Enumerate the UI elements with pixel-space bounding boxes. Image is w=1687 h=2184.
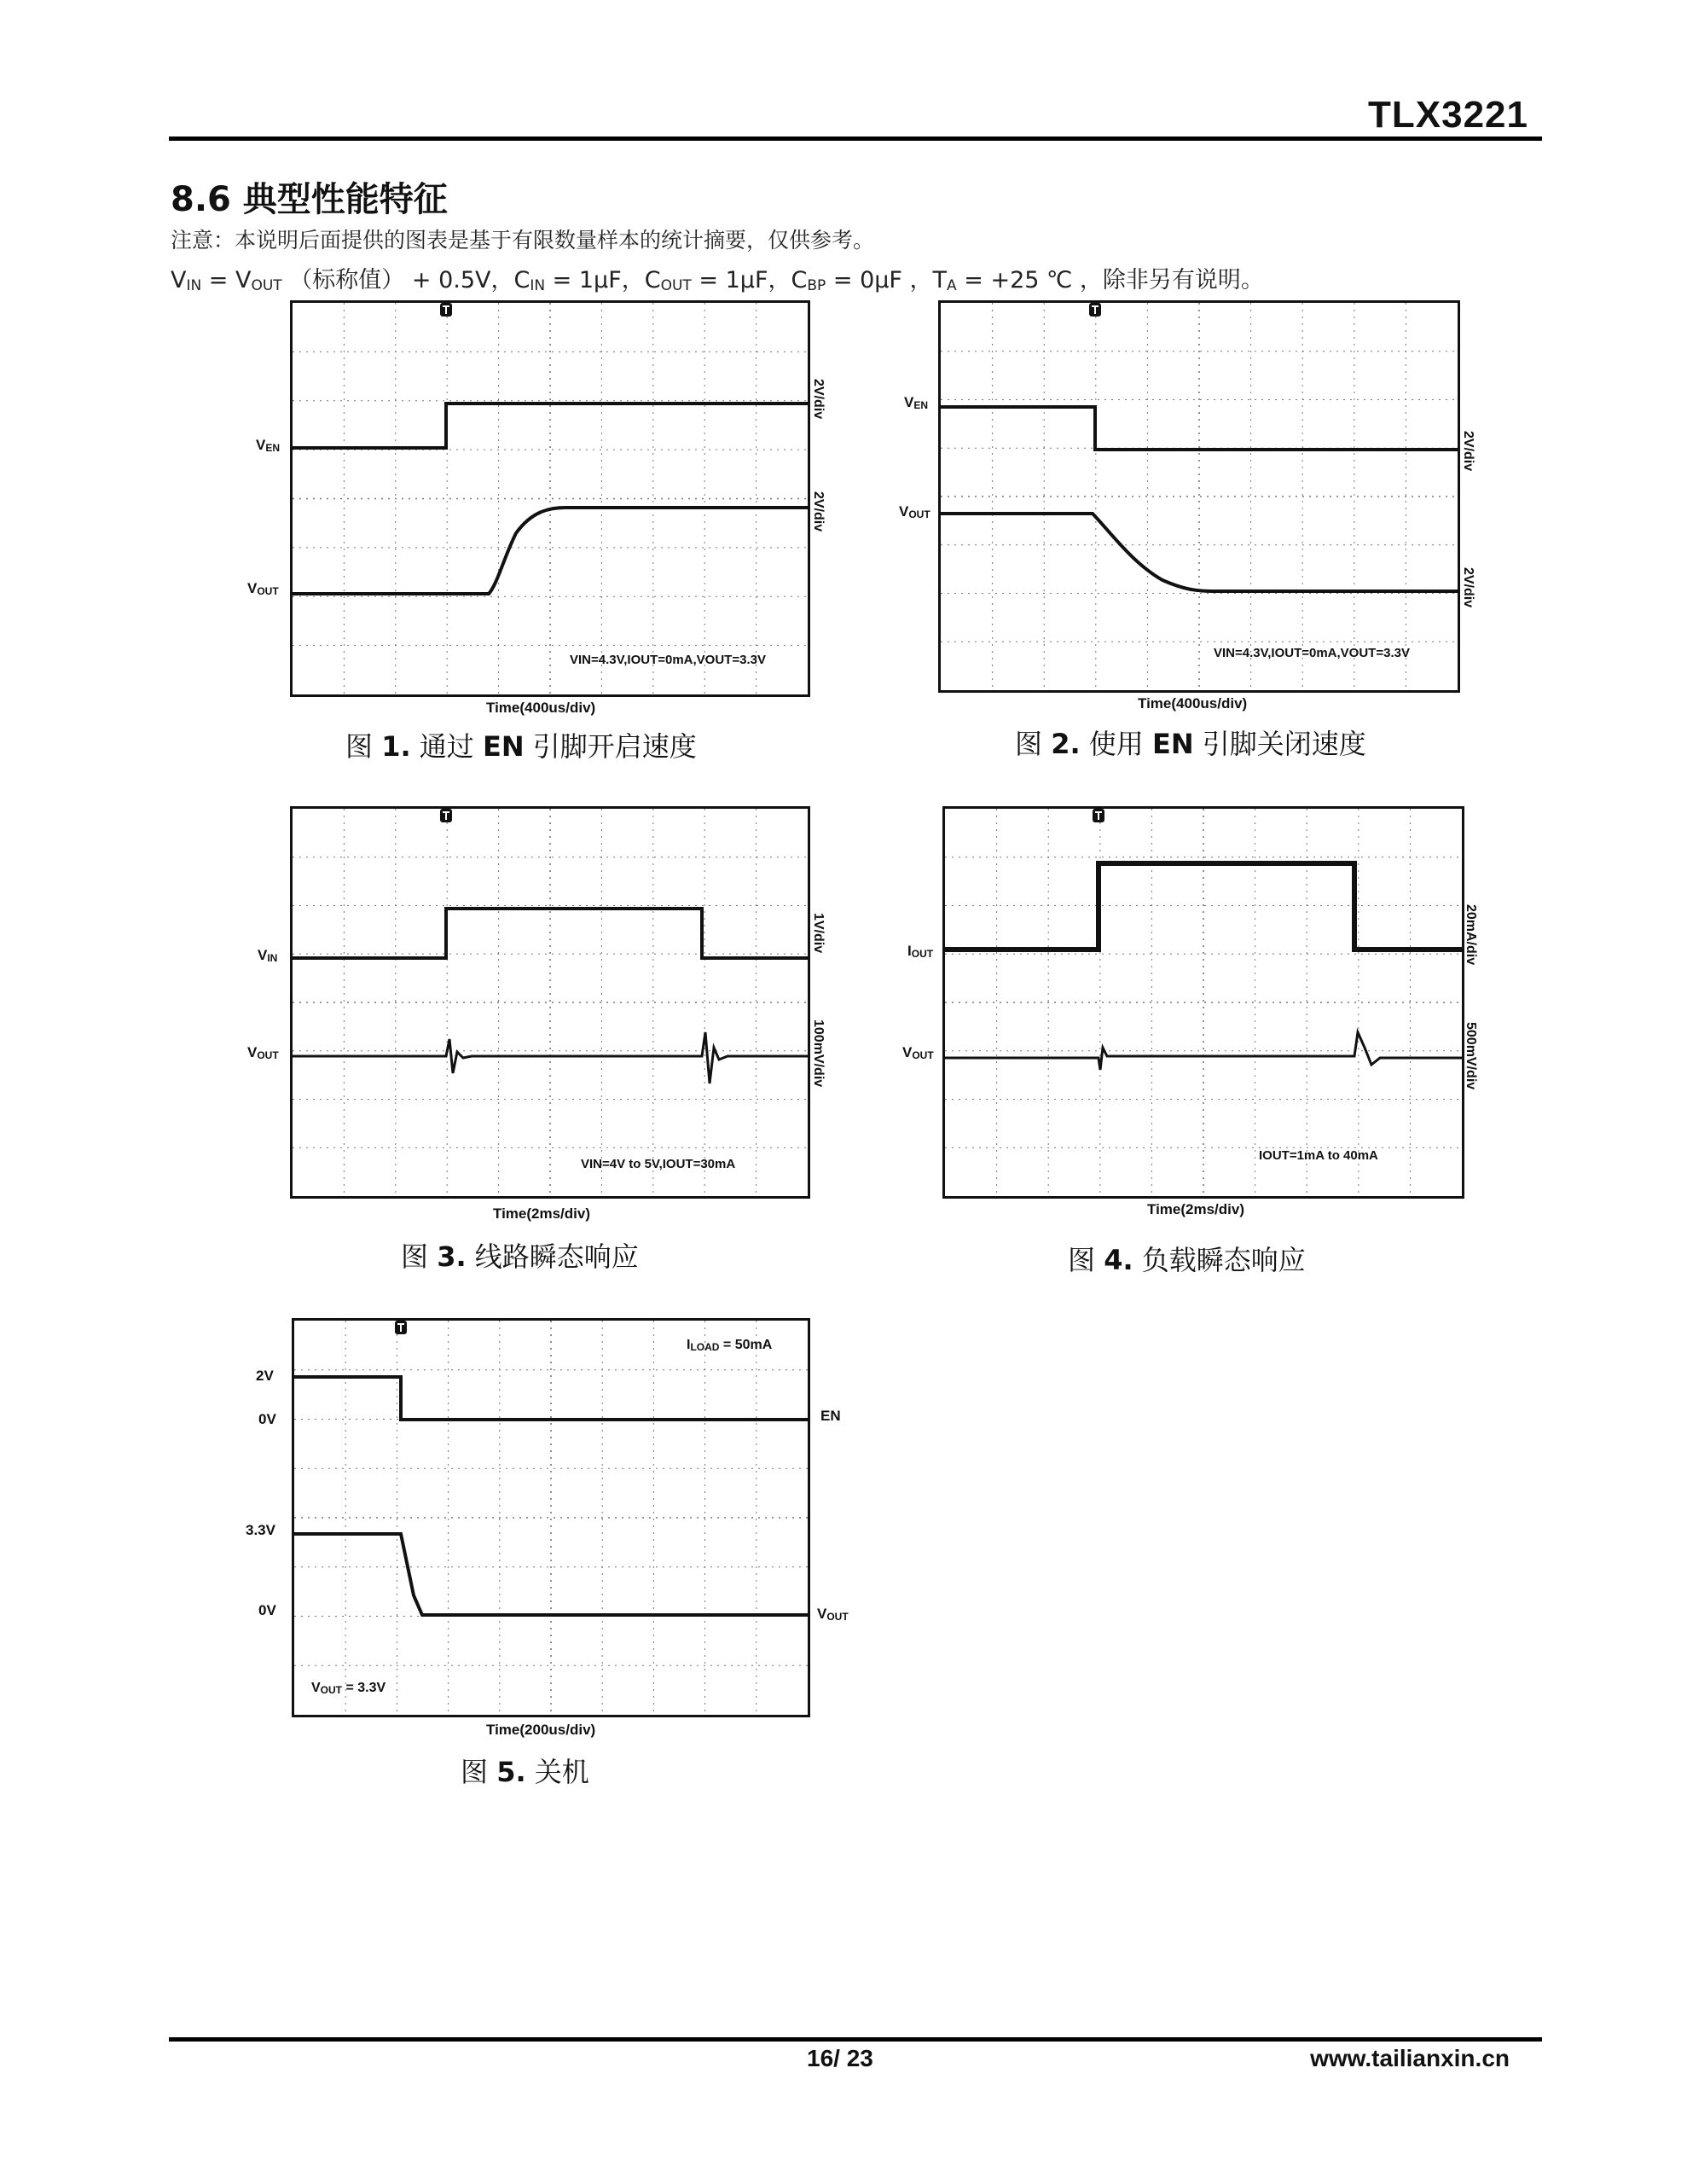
fig4-ch1-scale: 20mA/div [1464,904,1478,966]
fig3-annotation: VIN=4V to 5V,IOUT=30mA [581,1157,736,1171]
graticule-grid [294,1321,808,1715]
fig4-timebase: Time(2ms/div) [1147,1201,1245,1217]
test-conditions: $V_{IN} = V_{OUT}$ （标称值） + 0.5V，$C_{IN} = 1\mu F$，$C_{OUT} = 1\mu F$，$C_{BP} = 0\mu F$ ，$T_A = +25$ ℃ ，除非另有说明。 [171,267,1264,294]
fig3-oscilloscope-plot [290,806,810,1199]
fig1-oscilloscope-plot [290,300,810,697]
fig1-timebase: Time(400us/div) [486,700,596,716]
fig4-ch1-label: $I_{OUT}$ [907,943,934,960]
fig5-ch1-name: EN [820,1408,841,1424]
fig2-ch2-label: $V_{OUT}$ [899,503,930,520]
footer-rule [169,2037,1542,2042]
fig5-ch2-high: 3.3V [246,1522,275,1538]
fig1-annotation: VIN=4.3V,IOUT=0mA,VOUT=3.3V [570,653,766,667]
fig1-ch1-scale: 2V/div [811,379,826,420]
fig2-ch1-label: $V_{EN}$ [904,394,929,411]
fig5-timebase: Time(200us/div) [486,1722,596,1738]
fig3-traces [293,809,808,1196]
fig5-traces [294,1321,808,1715]
fig4-caption: 图 4. 负载瞬态响应 [1068,1244,1306,1276]
page-number: 16/ 23 [807,2045,873,2071]
trigger-marker-icon [395,1321,407,1334]
fig4-ch2-label: $V_{OUT}$ [902,1044,934,1061]
fig3-caption: 图 3. 线路瞬态响应 [401,1240,639,1273]
section-heading [171,172,448,221]
fig4-annotation: IOUT=1mA to 40mA [1259,1148,1378,1163]
fig4-traces [945,809,1462,1196]
fig1-ch2-label: $V_{OUT}$ [247,580,279,597]
fig2-annotation: VIN=4.3V,IOUT=0mA,VOUT=3.3V [1214,646,1410,660]
fig4-ch2-scale: 500mV/div [1464,1022,1478,1090]
fig2-ch1-scale: 2V/div [1461,431,1475,472]
graticule-grid [293,809,808,1196]
fig2-timebase: Time(400us/div) [1138,695,1248,712]
fig5-load-annotation: $I_{LOAD} = 50mA$ [687,1338,773,1353]
graticule-grid [941,303,1458,690]
trigger-marker-icon [1089,303,1101,317]
section-note: 注意：本说明后面提供的图表是基于有限数量样本的统计摘要，仅供参考。 [171,228,875,253]
fig4-oscilloscope-plot [942,806,1464,1199]
fig2-oscilloscope-plot [938,300,1460,693]
fig1-ch1-label: $V_{EN}$ [256,437,281,454]
fig3-ch2-scale: 100mV/div [811,1019,826,1088]
graticule-grid [293,303,808,694]
fig3-timebase: Time(2ms/div) [493,1205,591,1222]
section-title: 典型性能特征 [242,180,448,219]
fig5-ch2-low: 0V [258,1602,276,1618]
fig1-traces [293,303,808,694]
trigger-marker-icon [440,303,452,317]
footer-website[interactable]: www.tailianxin.cn [1310,2045,1510,2071]
fig5-ch1-high: 2V [256,1368,274,1384]
fig1-ch2-scale: 2V/div [811,491,826,532]
fig3-ch1-label: $V_{IN}$ [258,947,278,964]
fig5-ch1-low: 0V [258,1411,276,1427]
trigger-marker-icon [440,809,452,822]
fig1-caption: 图 1. 通过 EN 引脚开启速度 [345,730,697,763]
trigger-marker-icon [1093,809,1104,822]
document-part-number: TLX3221 [1368,94,1528,136]
fig5-vout-annotation: $V_{OUT} = 3.3V$ [311,1681,386,1696]
section-number: 8.6 [171,180,231,219]
graticule-grid [945,809,1462,1196]
header-rule [169,136,1542,141]
fig2-ch2-scale: 2V/div [1461,567,1475,608]
fig5-ch2-name: $V_{OUT}$ [817,1606,849,1623]
fig5-caption: 图 5. 关机 [461,1756,589,1788]
fig2-caption: 图 2. 使用 EN 引脚关闭速度 [1015,728,1366,760]
fig3-ch1-scale: 1V/div [811,913,826,954]
fig2-traces [941,303,1458,690]
fig5-oscilloscope-plot [292,1318,810,1717]
fig3-ch2-label: $V_{OUT}$ [247,1044,279,1061]
